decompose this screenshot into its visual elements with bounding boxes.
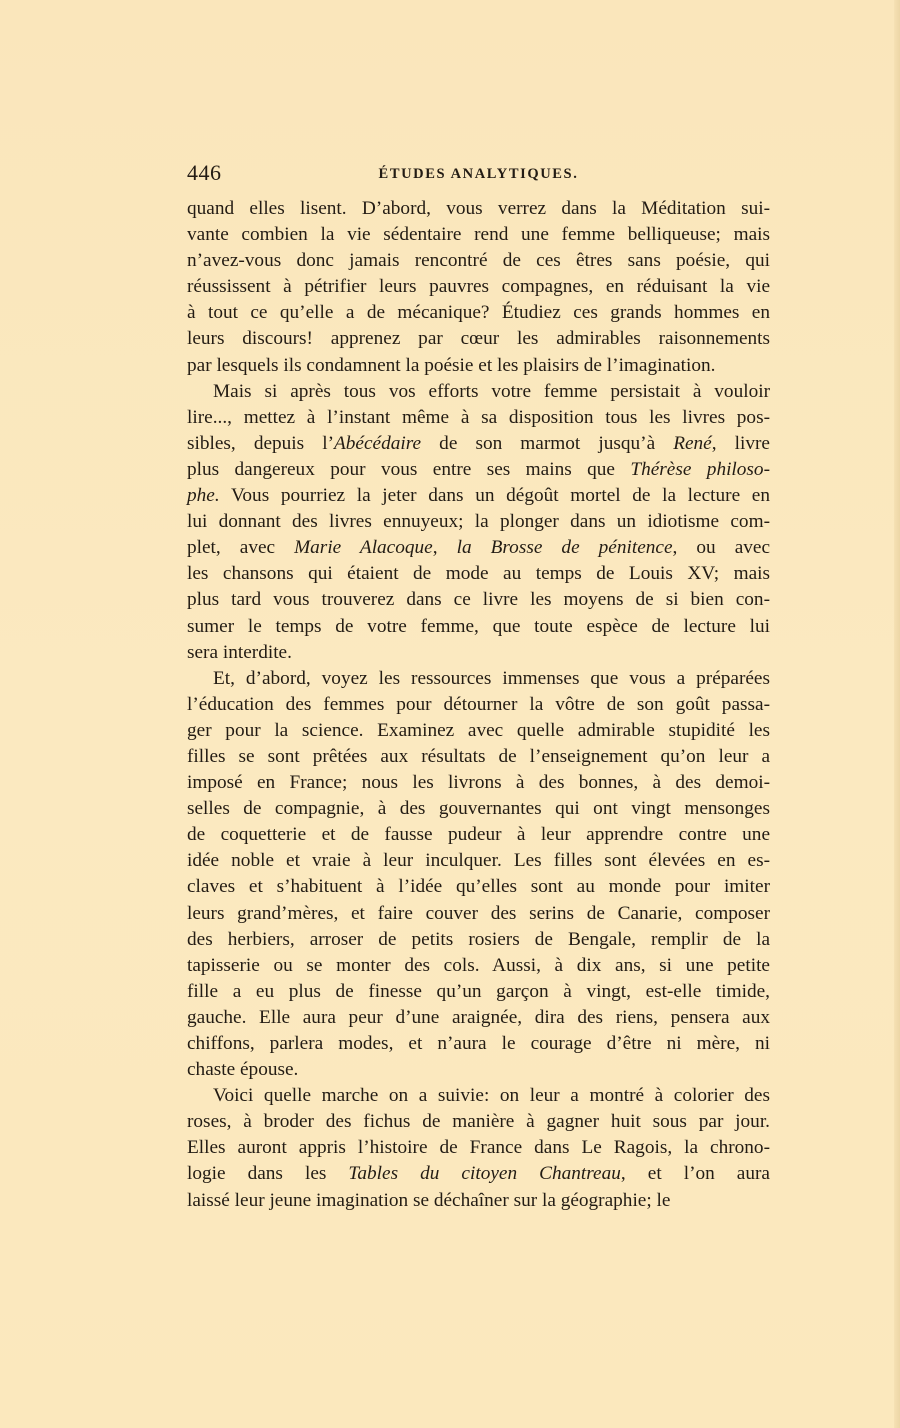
text-run: l’éducation des femmes pour détourner la vôtre de son goût passa- bbox=[187, 693, 770, 715]
text-run: chiffons, parlera modes, et n’aura le courage d’être ni mère, ni bbox=[187, 1033, 770, 1054]
text-run: Voici quelle marche on a suivie: on leur a montré à colorier des bbox=[213, 1085, 770, 1107]
text-line bbox=[187, 483, 770, 509]
paragraph bbox=[187, 379, 770, 666]
text-line bbox=[187, 274, 770, 300]
text-run: à tout ce qu’elle a de mécanique? Étudiez ces grands hommes en bbox=[187, 302, 770, 324]
text-run: quand elles lisent. D’abord, vous verrez dans la Méditation sui- bbox=[187, 198, 770, 219]
text-line bbox=[187, 874, 770, 900]
text-run: n’avez-vous donc jamais rencontré de ces êtres sans poésie, qui bbox=[187, 250, 770, 272]
text-line bbox=[187, 405, 770, 431]
running-title: ÉTUDES ANALYTIQUES. bbox=[378, 166, 579, 182]
text-run: par lesquels ils condamnent la poésie et les plaisirs de l’imagination. bbox=[187, 354, 716, 376]
text-run: idée noble et vraie à leur inculquer. Les filles sont élevées en es- bbox=[187, 850, 770, 872]
text-run: Mais si après tous vos efforts votre femme persistait à vouloir bbox=[213, 380, 770, 402]
text-line bbox=[187, 666, 770, 692]
running-head bbox=[187, 160, 770, 190]
text-line bbox=[187, 457, 770, 483]
text-run: laissé leur jeune imagination se déchaîner sur la géographie; le bbox=[187, 1189, 671, 1211]
text-run: claves et s’habituent à l’idée qu’elles sont au monde pour imiter bbox=[187, 876, 770, 898]
text-line bbox=[187, 326, 770, 352]
text-line bbox=[187, 431, 770, 457]
text-run: Vous pourriez la jeter dans un dégoût mortel de la lecture en bbox=[219, 485, 770, 507]
text-line bbox=[187, 718, 770, 744]
text-line bbox=[187, 1109, 770, 1135]
text-line bbox=[187, 1005, 770, 1031]
text-run: leurs discours! apprenez par cœur les admirables raisonnements bbox=[187, 328, 770, 350]
text-line bbox=[187, 353, 770, 379]
text-run: chaste épouse. bbox=[187, 1059, 299, 1081]
text-line bbox=[187, 1031, 770, 1057]
text-run: logie dans les bbox=[187, 1163, 349, 1185]
text-run: des herbiers, arroser de petits rosiers de Bengale, remplir de la bbox=[187, 928, 770, 950]
text-line bbox=[187, 1188, 770, 1214]
italic-title: la Brosse de pénitence bbox=[456, 537, 673, 559]
text-run: Elles auront appris l’histoire de France dans Le Ragois, la chrono- bbox=[187, 1137, 770, 1159]
text-run: , livre bbox=[711, 432, 770, 454]
text-run: lui donnant des livres ennuyeux; la plonger dans un idiotisme com- bbox=[187, 511, 770, 533]
paragraph bbox=[187, 196, 770, 379]
text-line bbox=[187, 379, 770, 405]
text-line bbox=[187, 1161, 770, 1187]
text-line bbox=[187, 535, 770, 561]
text-line bbox=[187, 1135, 770, 1161]
text-line bbox=[187, 222, 770, 248]
text-run: vante combien la vie sédentaire rend une femme belliqueuse; mais bbox=[187, 224, 770, 246]
text-run: les chansons qui étaient de mode au temps de Louis XV; mais bbox=[187, 563, 770, 585]
text-line bbox=[187, 1057, 770, 1083]
text-line bbox=[187, 953, 770, 979]
italic-title: Marie Alacoque bbox=[294, 537, 433, 559]
text-run: réussissent à pétrifier leurs pauvres compagnes, en réduisant la vie bbox=[187, 276, 770, 298]
italic-title: Abécédaire bbox=[334, 432, 422, 454]
text-line bbox=[187, 979, 770, 1005]
text-line bbox=[187, 822, 770, 848]
text-run: de son marmot jusqu’à bbox=[421, 432, 674, 454]
text-run: plus dangereux pour vous entre ses mains que bbox=[187, 458, 631, 480]
text-run: imposé en France; nous les livrons à des bonnes, à des demoi- bbox=[187, 772, 770, 794]
text-line bbox=[187, 614, 770, 640]
text-run: plus tard vous trouverez dans ce livre les moyens de si bien con- bbox=[187, 589, 770, 611]
text-run: plet, avec bbox=[187, 537, 295, 559]
text-run: roses, à broder des fichus de manière à gagner huit sous par jour. bbox=[187, 1111, 770, 1133]
italic-title: phe. bbox=[187, 485, 220, 507]
text-line bbox=[187, 300, 770, 326]
text-run: tapisserie ou se monter des cols. Aussi, à dix ans, si une petite bbox=[187, 954, 770, 976]
text-line bbox=[187, 692, 770, 718]
text-line bbox=[187, 848, 770, 874]
italic-title: René bbox=[673, 432, 712, 454]
text-line bbox=[187, 927, 770, 953]
paragraph bbox=[187, 1083, 770, 1213]
italic-title: Thérèse philoso- bbox=[630, 458, 770, 480]
text-line bbox=[187, 796, 770, 822]
page-number: 446 bbox=[187, 160, 222, 185]
text-run: leurs grand’mères, et faire couver des serins de Canarie, composer bbox=[187, 902, 770, 924]
text-run: , ou avec bbox=[672, 537, 771, 559]
text-run: ger pour la science. Examinez avec quelle admirable stupidité les bbox=[187, 719, 770, 741]
text-line bbox=[187, 744, 770, 770]
body-text bbox=[187, 196, 770, 1214]
text-run: sibles, depuis l’ bbox=[187, 432, 335, 454]
italic-title: Tables du citoyen Chantreau bbox=[348, 1163, 621, 1185]
text-run: gauche. Elle aura peur d’une araignée, dira des riens, pensera aux bbox=[187, 1006, 770, 1028]
text-run: sumer le temps de votre femme, que toute espèce de lecture lui bbox=[187, 615, 770, 637]
text-line bbox=[187, 1083, 770, 1109]
text-run: selles de compagnie, à des gouvernantes qui ont vingt mensonges bbox=[187, 798, 770, 820]
text-line bbox=[187, 509, 770, 535]
page-edge bbox=[894, 0, 900, 1428]
text-run: , et l’on aura bbox=[620, 1163, 770, 1185]
text-line bbox=[187, 770, 770, 796]
text-run: , bbox=[432, 537, 457, 559]
text-run: Et, d’abord, voyez les ressources immenses que vous a préparées bbox=[213, 667, 770, 689]
text-run: de coquetterie et de fausse pudeur à leur apprendre contre une bbox=[187, 824, 770, 846]
text-line bbox=[187, 640, 770, 666]
text-run: lire..., mettez à l’instant même à sa disposition tous les livres pos- bbox=[187, 406, 770, 428]
text-line bbox=[187, 561, 770, 587]
text-line bbox=[187, 196, 770, 222]
text-line bbox=[187, 248, 770, 274]
paragraph bbox=[187, 666, 770, 1084]
text-line bbox=[187, 587, 770, 613]
text-run: fille a eu plus de finesse qu’un garçon à vingt, est-elle timide, bbox=[187, 980, 770, 1002]
text-run: filles se sont prêtées aux résultats de l’enseignement qu’on leur a bbox=[187, 745, 770, 767]
text-run: sera interdite. bbox=[187, 641, 292, 663]
text-line bbox=[187, 901, 770, 927]
